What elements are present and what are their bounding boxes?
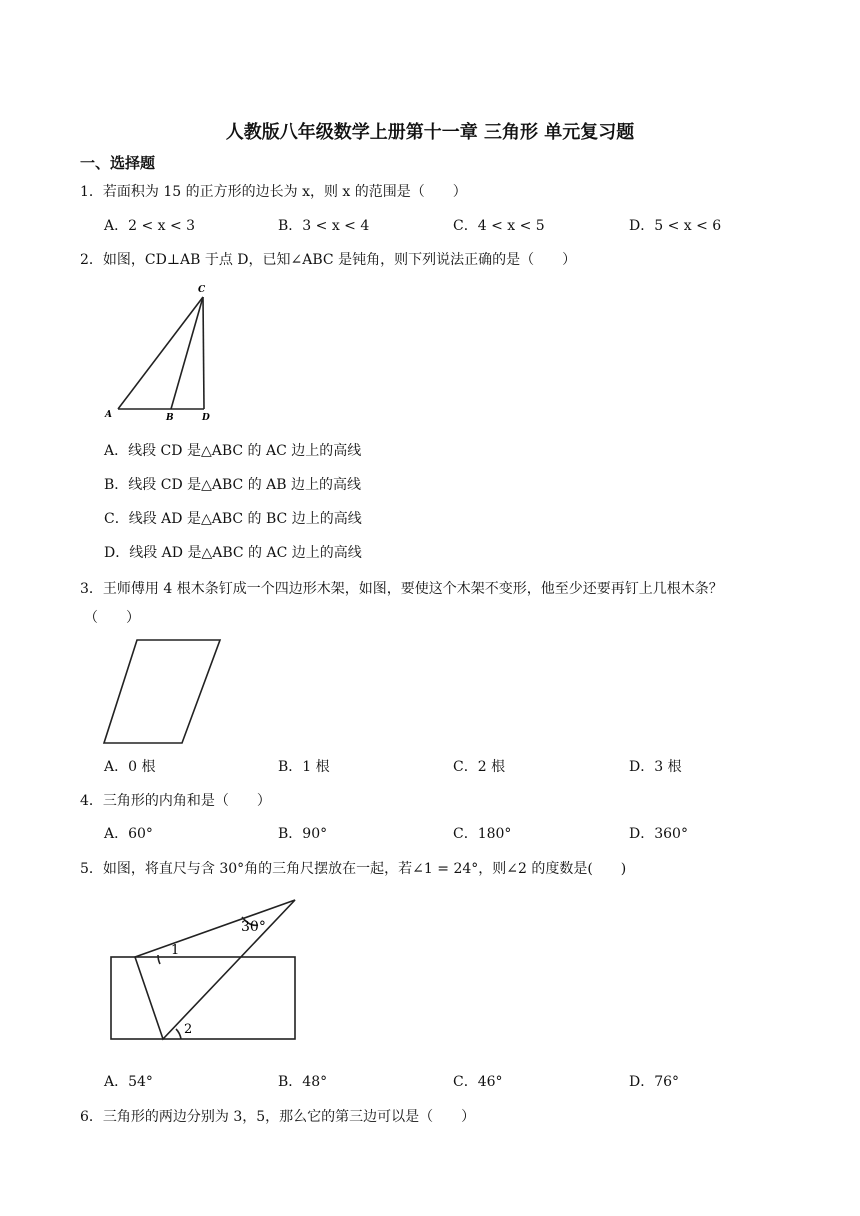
label-b: B <box>166 413 174 423</box>
question-3-parallelogram-figure <box>100 636 225 748</box>
question-4-option-c: C．180° <box>453 826 512 842</box>
question-1-option-b: B．3 < x < 4 <box>278 218 370 234</box>
angle-1-label: 1 <box>171 943 180 958</box>
section-heading: 一、选择题 <box>80 154 156 172</box>
question-3-stem: 3．王师傅用 4 根木条钉成一个四边形木架，如图，要使这个木架不变形，他至少还要再钉上几根木条？ <box>80 581 723 597</box>
question-1-stem: 1．若面积为 15 的正方形的边长为 x，则 x 的范围是（ ） <box>80 184 467 200</box>
question-1-option-a: A．2 < x < 3 <box>104 218 196 234</box>
question-2-option-d: D．线段 AD 是△ABC 的 AC 边上的高线 <box>104 545 362 561</box>
page-title: 人教版八年级数学上册第十一章 三角形 单元复习题 <box>225 122 635 143</box>
question-3-option-d: D．3 根 <box>629 759 682 775</box>
question-3-option-b: B．1 根 <box>278 759 330 775</box>
question-2-stem: 2．如图，CD⊥AB 于点 D，已知∠ABC 是钝角，则下列说法正确的是（ ） <box>80 252 577 268</box>
label-a: A <box>105 410 112 420</box>
question-5-stem: 5．如图，将直尺与含 30°角的三角尺摆放在一起，若∠1 = 24°，则∠2 的度数是( ) <box>80 861 627 877</box>
question-5-option-c: C．46° <box>453 1074 503 1090</box>
question-4-option-a: A．60° <box>104 826 153 842</box>
question-1-option-c: C．4 < x < 5 <box>453 218 545 234</box>
question-3-option-c: C．2 根 <box>453 759 506 775</box>
question-6-stem: 6．三角形的两边分别为 3，5，那么它的第三边可以是（ ） <box>80 1109 476 1125</box>
question-5-option-a: A．54° <box>104 1074 153 1090</box>
question-2-option-a: A．线段 CD 是△ABC 的 AC 边上的高线 <box>104 443 362 459</box>
question-4-option-d: D．360° <box>629 826 688 842</box>
question-1-option-d: D．5 < x < 6 <box>629 218 722 234</box>
label-d: D <box>202 413 210 423</box>
question-2-option-c: C．线段 AD 是△ABC 的 BC 边上的高线 <box>104 511 362 527</box>
question-5-option-d: D．76° <box>629 1074 680 1090</box>
angle-2-label: 2 <box>184 1022 193 1037</box>
question-3-option-a: A．0 根 <box>104 759 156 775</box>
question-4-stem: 4．三角形的内角和是（ ） <box>80 793 271 809</box>
question-5-ruler-triangle-figure <box>100 890 305 1050</box>
question-5-option-b: B．48° <box>278 1074 328 1090</box>
question-3-stem-bracket: （ ） <box>84 610 140 626</box>
label-c: C <box>198 285 206 295</box>
question-2-option-b: B．线段 CD 是△ABC 的 AB 边上的高线 <box>104 477 362 493</box>
question-2-triangle-figure <box>100 280 220 425</box>
angle-30-label: 30° <box>241 919 266 935</box>
set-square-shape <box>135 900 295 1039</box>
question-4-option-b: B．90° <box>278 826 328 842</box>
